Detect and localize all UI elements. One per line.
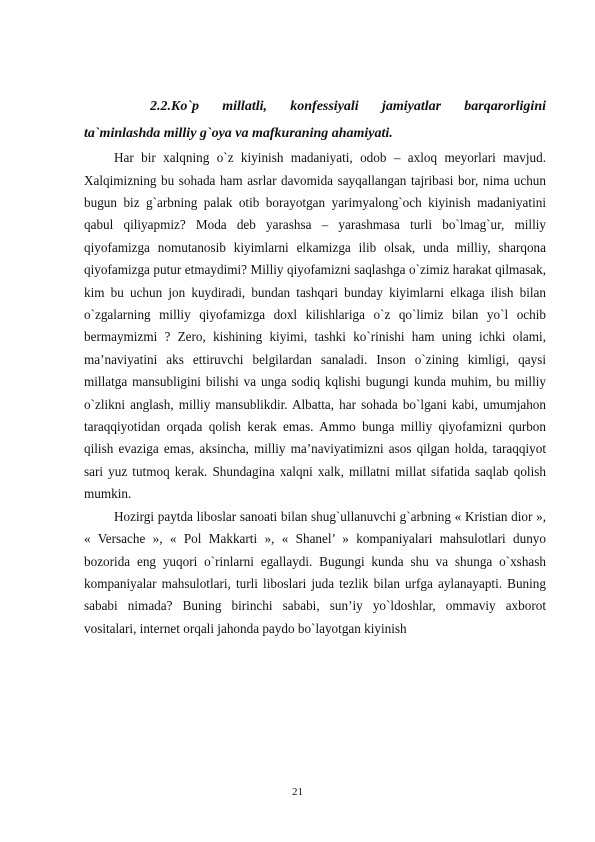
paragraph-fashion-industry: Hozirgi paytda liboslar sanoati bilan shug`ullanuvchi g`arbning « Kristian dior », « Versache », « Pol Makkarti », « Shanel’ » kompaniyalari mahsulotlari dunyo bozorida eng yuqori o`rinlarni egallaydi. Bugungi kunda shu va shunga o`xshash kompaniyalar mahsulotlari, turli liboslari juda tezlik bilan urfga aylanayapti. Buning sababi nimada? Buning birinchi sababi, sun’iy yo`ldoshlar, ommaviy axborot vositalari, internet orqali jahonda paydo bo`layotgan kiyinish — [84, 508, 546, 636]
page-content — [84, 94, 546, 640]
section-heading: 2.2.Ko`p millatli, konfessiyali jamiyatlar barqarorligini ta`minlashda milliy g`oya va mafkuraning ahamiyati. — [84, 99, 546, 141]
paragraph-clothing-culture: Har bir xalqning o`z kiyinish madaniyati, odob – axloq meyorlari mavjud. Xalqimizning bu sohada ham asrlar davomida sayqallangan tajribasi bor, nima uchun bugun biz g`arbning palak otib borayotgan yarimyalong`och kiyinish madaniyatini qabul qiliyapmiz? Moda deb yarashsa – yarashmasa turli bo`lmag`ur, milliy qiyofamizga nomutanosib kiyimlarni elkamizga ilib olsak, unda milliy, sharqona qiyofamizga putur etmaydimi? Milliy qiyofamizni saqlashga o`zimiz harakat qilmasak, kim bu uchun jon kuydiradi, bundan tashqari bunday kiyimlarni elkaga ilish bilan o`zgalarning milliy qiyofamizga doxl kilishlariga o`z qo`limiz bilan yo`l ochib bermaymizmi ? Zero, kishining kiyimi, tashki ko`rinishi ham uning ichki olami, ma’naviyatini aks ettiruvchi belgilardan sanaladi. Inson o`zining kimligi, qaysi millatga mansubligini bilishi va unga sodiq kqlishi bugungi kunda muhim, bu milliy o`zlikni anglash, milliy mansublikdir. Albatta, har sohada bo`lgani kabi, umumjahon taraqqiyotidan orqada qolish kerak emas. Ammo bunga milliy qiyofamizni qurbon qilish evaziga emas, aksincha, milliy ma’naviyatimizni asos qilgan holda, taraqqiyot sari yuz tutmoq kerak. Shundagina xalqni xalk, millatni millat sifatida saqlab qolish mumkin. — [84, 150, 546, 502]
page-number: 21 — [292, 786, 303, 798]
